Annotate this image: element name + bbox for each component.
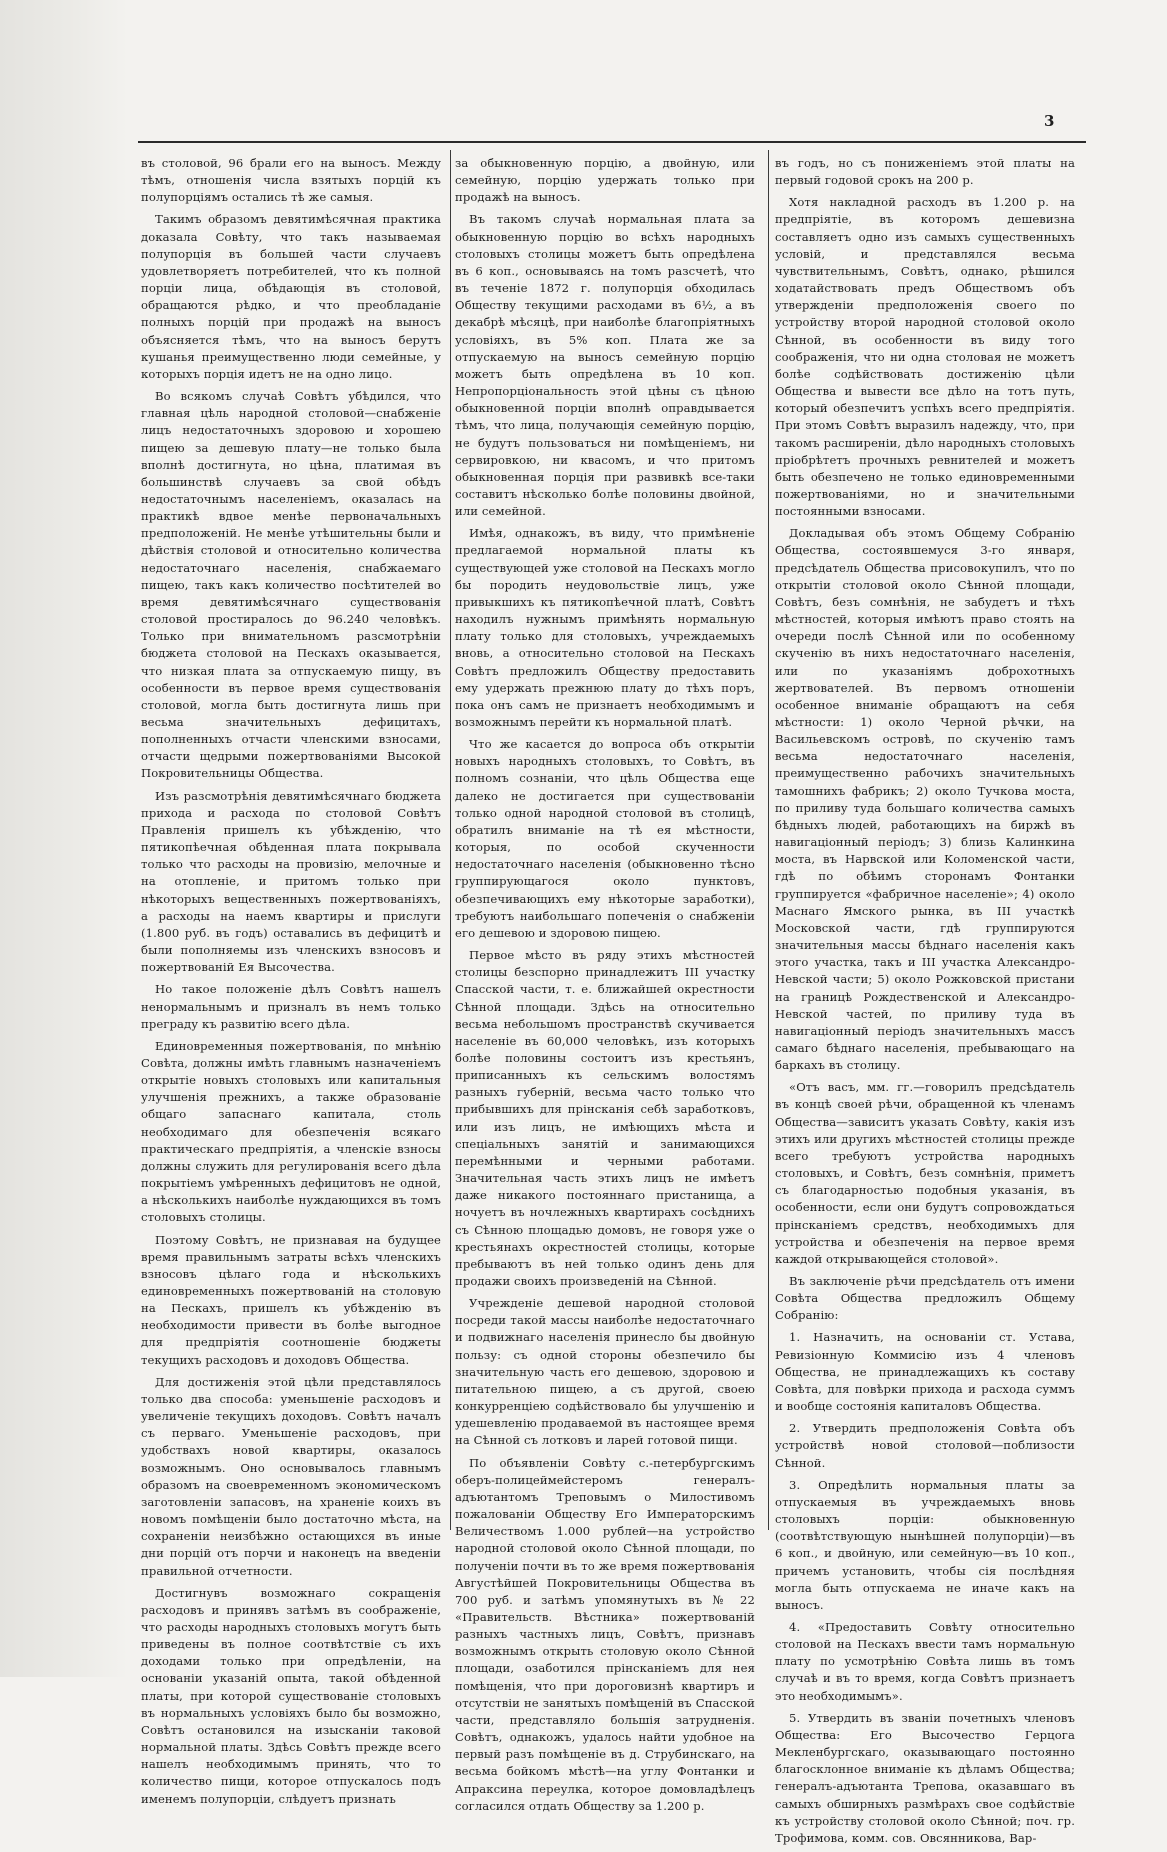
page-number: 3 <box>1044 112 1055 130</box>
paragraph: Въ такомъ случаѣ нормальная плата за обыкновенную порцію во всѣхъ народныхъ столовыхъ столицы можетъ быть опредѣлена въ 6 коп., основываясь на томъ разсчетѣ, что въ теченіе 1872 г. полупорція обходилась Обществу текущими расходами въ 6½, а въ декабрѣ мѣсяцѣ, при наиболѣе благопріятныхъ условіяхъ, въ 5% коп. Плата же за отпускаемую на выносъ семейную порцію можетъ быть опредѣлена въ 10 коп. Непропорціональность этой цѣны съ цѣною обыкновенной порціи вполнѣ оправдывается тѣмъ, что лица, получающія семейную порцію, не будутъ пользоваться ни помѣщеніемъ, ни сервировкою, ни квасомъ, и что притомъ обыкновенная порція при развивкѣ все-таки составитъ нѣсколько болѣе половины двойной, или семейной. <box>455 212 755 519</box>
column-divider <box>450 150 451 1530</box>
paragraph: Въ заключеніе рѣчи предсѣдатель отъ имени Совѣта Общества предложилъ Общему Собранію: <box>775 1274 1075 1323</box>
paragraph: Такимъ образомъ девятимѣсячная практика доказала Совѣту, что такъ называемая полупорція въ большей части случаевъ удовлетворяетъ потребителей, что къ полной порціи лица, обѣдающія въ столовой, обращаются рѣдко, и что преобладаніе полныхъ порцій при продажѣ на выносъ объясняется тѣмъ, что на выносъ берутъ кушанья преимущественно люди семейные, у которыхъ порція идетъ не на одно лицо. <box>141 212 441 381</box>
paragraph: Учрежденіе дешевой народной столовой посреди такой массы наиболѣе недостаточнаго и подвижнаго населенія принесло бы двойную пользу: съ одной стороны обезпечило бы значительную часть его дешевою, здоровою и питательною пищею, а съ другой, своею конкурренціею содѣйствовало бы улучшенію и удешевленію продаваемой въ настоящее время на Сѣнной съ лотковъ и ларей готовой пищи. <box>455 1296 755 1448</box>
paragraph: 5. Утвердить въ званіи почетныхъ членовъ Общества: Его Высочество Герцога Мекленбургскаго, оказывающаго постоянно благосклонное вниманіе къ дѣламъ Общества; генералъ-адъютанта Трепова, оказавшаго въ самыхъ обширныхъ размѣрахъ свое содѣйствіе къ устройству столовой около Сѣнной; поч. гр. Трофимова, комм. сов. Овсянникова, Вар- <box>775 1710 1075 1845</box>
paragraph: Достигнувъ возможнаго сокращенія расходовъ и принявъ затѣмъ въ соображеніе, что расходы народныхъ столовыхъ могутъ быть приведены въ полное соотвѣтствіе съ ихъ доходами только при опредѣленіи, на основаніи указаній опыта, такой обѣденной платы, при которой существованіе столовыхъ въ нормальныхъ условіяхъ было бы возможно, Совѣтъ остановился на изысканіи таковой нормальной платы. Здѣсь Совѣтъ прежде всего нашелъ необходимымъ принять, что то количество пищи, которое отпускалось подъ именемъ полупорціи, слѣдуетъ признать <box>141 1585 441 1806</box>
paragraph: за обыкновенную порцію, а двойную, или семейную, порцію удержать только при продажѣ на выносъ. <box>455 156 755 205</box>
paragraph: «Отъ васъ, мм. гг.—говорилъ предсѣдатель въ концѣ своей рѣчи, обращенной къ членамъ Общества—зависитъ указать Совѣту, какія изъ этихъ или другихъ мѣстностей столицы прежде всего требуютъ устройства народныхъ столовыхъ, и Совѣтъ, безъ сомнѣнія, приметъ съ благодарностью подобныя указанія, въ особенности, если они будутъ сопровождаться прінсканіемъ средствъ, необходимыхъ для устройства и обезпеченія на первое время каждой открывающейся столовой». <box>775 1080 1075 1266</box>
paragraph: Поэтому Совѣтъ, не признавая на будущее время правильнымъ затраты всѣхъ членскихъ взносовъ цѣлаго года и нѣсколькихъ единовременныхъ пожертвованій на столовую на Пескахъ, пришелъ къ убѣжденію въ необходимости привести въ болѣе выгодное для предпріятія соотношеніе бюджеты текущихъ расходовъ и доходовъ Общества. <box>141 1232 441 1367</box>
paragraph: Первое мѣсто въ ряду этихъ мѣстностей столицы безспорно принадлежитъ III участку Спасской части, т. е. ближайшей окрестности Сѣнной площади. Здѣсь на относительно весьма небольшомъ пространствѣ скучивается населеніе въ 60,000 человѣкъ, изъ которыхъ болѣе половины состоитъ изъ крестьянъ, приписанныхъ къ сельскимъ волостямъ разныхъ губерній, весьма часто только что прибывшихъ для прінсканія себѣ заработковъ, или изъ лицъ, не имѣющихъ мѣста и спеціальныхъ занятій и занимающихся перемѣнными и черными работами. Значительная часть этихъ лицъ не имѣетъ даже никакого постояннаго пристанища, а ночуетъ въ ночлежныхъ квартирахъ сосѣднихъ съ Сѣнною площадью домовъ, не говоря уже о крестьянахъ окрестностей столицы, которые пребываютъ въ ней только одинъ день для продажи своихъ произведеній на Сѣнной. <box>455 948 755 1288</box>
paragraph: 2. Утвердить предположенія Совѣта объ устройствѣ новой столовой—поблизости Сѣнной. <box>775 1421 1075 1470</box>
paragraph: Но такое положеніе дѣлъ Совѣтъ нашелъ ненормальнымъ и призналъ въ немъ только преграду къ развитію всего дѣла. <box>141 982 441 1031</box>
paragraph: Для достиженія этой цѣли представлялось только два способа: уменьшеніе расходовъ и увеличеніе текущихъ доходовъ. Совѣтъ началъ съ перваго. Уменьшеніе расходовъ, при удобствахъ новой квартиры, оказалось возможнымъ. Оно основывалось главнымъ образомъ на своевременномъ экономическомъ заготовленіи запасовъ, на храненіе коихъ въ новомъ помѣщеніи было достаточно мѣста, на сохраненіи неизбѣжно остающихся въ иные дни порцій отъ порчи и наконецъ на введеніи правильной отчетности. <box>141 1374 441 1578</box>
paragraph: 3. Опредѣлить нормальныя платы за отпускаемыя въ учреждаемыхъ вновь столовыхъ порціи: обыкновенную (соотвѣтствующую нынѣшней полупорціи)—въ 6 коп., и двойную, или семейную—въ 10 коп., причемъ установить, чтобы сія послѣдняя могла быть отпускаема не иначе какъ на выносъ. <box>775 1477 1075 1612</box>
paragraph: 4. «Предоставить Совѣту относительно столовой на Пескахъ ввести тамъ нормальную плату по усмотрѣнію Совѣта лишь въ томъ случаѣ и въ то время, когда Совѣтъ признаетъ это необходимымъ». <box>775 1619 1075 1703</box>
column-2 <box>455 155 755 1820</box>
paragraph: Что же касается до вопроса объ открытіи новыхъ народныхъ столовыхъ, то Совѣтъ, въ полномъ сознаніи, что цѣль Общества еще далеко не достигается при существованіи только одной народной столовой въ столицѣ, обратилъ вниманіе на тѣ ея мѣстности, которыя, по особой скученности недостаточнаго населенія (обыкновенно тѣсно группирующагося около пунктовъ, обезпечивающихъ ему нѣкоторые заработки), требуютъ наибольшаго попеченія о снабженіи его дешевою и здоровою пищею. <box>455 737 755 940</box>
paragraph: Изъ разсмотрѣнія девятимѣсячнаго бюджета прихода и расхода по столовой Совѣтъ Правленія пришелъ къ убѣжденію, что пятикопѣечная обѣденная плата покрывала только что расходы на провизію, мелочные и на отопленіе, и притомъ только при нѣкоторыхъ вещественныхъ пожертвованіяхъ, а расходы на наемъ квартиры и прислуги (1.800 руб. въ годъ) оставались въ дефицитѣ и были пополняемы изъ членскихъ взносовъ и пожертвованій Ея Высочества. <box>141 788 441 975</box>
paragraph: Хотя накладной расходъ въ 1.200 р. на предпріятіе, въ которомъ дешевизна составляетъ одно изъ самыхъ существенныхъ условій, и представлялся весьма чувствительнымъ, Совѣтъ, однако, рѣшился ходатайствовать предъ Обществомъ объ утвержденіи предположенія своего по устройству второй народной столовой около Сѣнной, въ особенности въ виду того соображенія, что ни одна столовая не можетъ болѣе содѣйствовать достиженію цѣли Общества и вывести все дѣло на тотъ путь, который обезпечитъ успѣхъ всего предпріятія. При этомъ Совѣтъ выразилъ надежду, что, при такомъ расширеніи, дѣло народныхъ столовыхъ пріобрѣтетъ прочныхъ ревнителей и можетъ быть обезпечено не только единовременными пожертвованіями, но и значительными постоянными взносами. <box>775 195 1075 519</box>
paragraph: Единовременныя пожертвованія, по мнѣнію Совѣта, должны имѣть главнымъ назначеніемъ открытіе новыхъ столовыхъ или капитальныя улучшенія прежнихъ, а также образованіе общаго запаснаго капитала, столь необходимаго для обезпеченія всякаго практическаго предпріятія, а членскіе взносы должны служить для регулированія всего дѣла покрытіемъ умѣренныхъ дефицитовъ не одной, а нѣсколькихъ наиболѣе нуждающихся въ томъ столовыхъ столицы. <box>141 1038 441 1225</box>
paragraph: Докладывая объ этомъ Общему Собранію Общества, состоявшемуся 3-го января, предсѣдатель Общества присовокупилъ, что по открытіи столовой около Сѣнной площади, Совѣтъ, безъ сомнѣнія, не забудетъ и тѣхъ мѣстностей, которыя имѣютъ право стоять на очереди послѣ Сѣнной или по особенному скученію въ нихъ недостаточнаго населенія, или по указаніямъ доброхотныхъ жертвователей. Въ первомъ отношеніи особенное вниманіе обращаютъ на себя мѣстности: 1) около Черной рѣчки, на Васильевскомъ островѣ, по скученію тамъ весьма недостаточнаго населенія, преимущественно рабочихъ значительныхъ тамошнихъ фабрикъ; 2) около Тучкова моста, по приливу туда большаго количества самыхъ бѣдныхъ людей, работающихъ на биржѣ въ навигаціонный періодъ; 3) близь Калинкина моста, въ Нарвской или Коломенской части, гдѣ по обѣимъ сторонамъ Фонтанки группируется «фабричное населеніе»; 4) около Маснаго Ямского рынка, въ III участкѣ Московской части, гдѣ группируются значительныя массы бѣднаго населенія какъ этого участка, такъ и III участка Александро-Невской части; 5) около Рожковской пристани на границѣ Рождественской и Александро-Невской частей, по приливу туда въ навигаціонный періодъ значительныхъ массъ самаго бѣднаго населенія, пребывающаго на баркахъ въ столицу. <box>775 526 1075 1073</box>
paragraph: въ годъ, но съ пониженіемъ этой платы на первый годовой срокъ на 200 р. <box>775 156 1075 188</box>
column-1 <box>141 155 441 1813</box>
paragraph: Имѣя, однакожъ, въ виду, что примѣненіе предлагаемой нормальной платы къ существующей уже столовой на Пескахъ могло бы породить неудовольствіе лицъ, уже привыкшихъ къ пятикопѣечной платѣ, Совѣтъ находилъ нужнымъ примѣнять нормальную плату только для столовыхъ, учреждаемыхъ вновь, а относительно столовой на Пескахъ Совѣтъ предложилъ Обществу предоставить ему удержать прежнюю плату до тѣхъ поръ, пока онъ самъ не признаетъ необходимымъ и возможнымъ перейти къ нормальной платѣ. <box>455 526 755 729</box>
header-rule <box>138 141 1086 143</box>
paragraph: По объявленіи Совѣту с.-петербургскимъ оберъ-полицеймейстеромъ генералъ-адъютантомъ Треповымъ о Милостивомъ пожалованіи Обществу Его Императорскимъ Величествомъ 1.000 рублей—на устройство народной столовой около Сѣнной площади, по полученіи почти въ то же время пожертвованія Августѣйшей Покровительницы Общества въ 700 руб. и затѣмъ упомянутыхъ въ № 22 «Правительств. Вѣстника» пожертвованій разныхъ частныхъ лицъ, Совѣтъ, признавъ возможнымъ открыть столовую около Сѣнной площади, озаботился прінсканіемъ для нея помѣщенія, что при дороговизнѣ квартиръ и отсутствіи не занятыхъ помѣщеній въ Спасской части, представляло большія затрудненія. Совѣтъ, однакожъ, удалось найти удобное на первый разъ помѣщеніе въ д. Струбинскаго, на весьма бойкомъ мѣстѣ—на углу Фонтанки и Апраксина переулка, которое домовладѣлецъ согласился отдать Обществу за 1.200 р. <box>455 1455 755 1813</box>
paragraph: въ столовой, 96 брали его на выносъ. Между тѣмъ, отношенія числа взятыхъ порцій къ полупорціямъ остались тѣ же самыя. <box>141 156 441 205</box>
column-divider <box>768 150 769 1530</box>
column-3 <box>775 155 1075 1852</box>
paragraph: 1. Назначить, на основаніи ст. Устава, Ревизіонную Коммисію изъ 4 членовъ Общества, не принадлежащихъ къ составу Совѣта, для повѣрки прихода и расхода суммъ и вообще состоянія капиталовъ Общества. <box>775 1330 1075 1414</box>
scan-margin <box>0 0 128 1677</box>
paragraph: Во всякомъ случаѣ Совѣтъ убѣдился, что главная цѣль народной столовой—снабженіе лицъ недостаточныхъ здоровою и хорошею пищею за дешевую плату—не только была вполнѣ достигнута, но цѣна, платимая въ большинствѣ случаевъ за свой обѣдъ недостаточнымъ населеніемъ, оказалась на практикѣ вдвое менѣе первоначальныхъ предположеній. Не менѣе утѣшительны были и дѣйствія столовой и относительно количества недостаточнаго населенія, снабжаемаго пищею, такъ какъ количество посѣтителей во время девятимѣсячнаго существованія столовой простиралось до 96.240 человѣкъ. Только при внимательномъ разсмотрѣніи бюджета столовой на Пескахъ оказывается, что низкая плата за отпускаемую пищу, въ особенности въ первое время существованія столовой, могла быть достигнута лишь при весьма значительныхъ дефицитахъ, пополненныхъ отчасти членскими взносами, отчасти щедрыми пожертвованіями Высокой Покровительницы Общества. <box>141 389 441 781</box>
